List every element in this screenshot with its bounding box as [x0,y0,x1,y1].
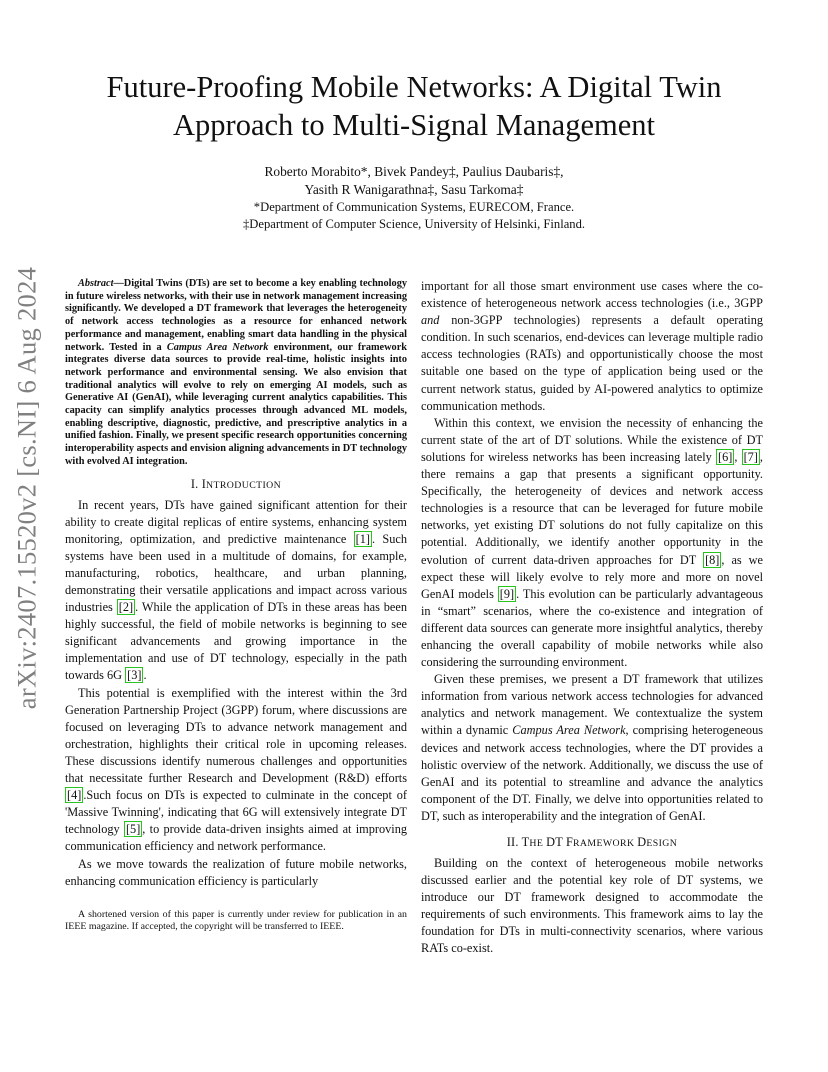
text-run: non-3GPP technologies) represents a default operating condition. In such scenarios, end-devices can leverage multiple radio access technologies (RATs) and opportunistically choose the most suitable one based on the type of application being used or the current network status, guided by AI-powered analytics to optimize communication methods. [421,313,763,413]
section2-paragraph-1: Building on the context of heterogeneous mobile networks discussed earlier and the potential key role of DT systems, we introduce our DT framework designed to accommodate the requirements of such environments. This framework aims to lay the foundation for DTs in multi-connectivity scenarios, where various RATs co-exist. [421,856,763,956]
affiliation-1: *Department of Communication Systems, EURECOM, France. [253,200,575,214]
emphasis: and [421,313,440,328]
section-title-rest: NTRODUCTION [205,479,282,491]
text-run: important for all those smart environment use cases where the co-existence of heterogeneous network access technologies (i.e., 3GPP [421,279,763,311]
text-run: This potential is exemplified with the interest within the 3rd Generation Partnership Project (3GPP) forum, where discussions are focused on leveraging DTs to advance network management and orchestration, highlights their critical role in upcoming releases. These discussions identify numerous challenges and opportunities that necessitate further Research and Development (R&D) efforts [65,685,407,786]
intro-paragraph-1 [65,497,407,685]
text-run: .Such focus on DTs is expected to culminate in the concept of 'Massive Twinning', indicating that 6G will extensively integrate DT technology [65,788,407,837]
arxiv-identifier-stamp [11,266,42,710]
citation-link[interactable]: [5] [125,822,141,837]
citation-link[interactable]: [3] [127,668,142,683]
text-run: . This evolution can be particularly advantageous in “smart” scenarios, where the co-existence and integration of different data sources can generate more insightful analytics, thereby enhancing the overall capability of mobile networks while also considering the surrounding environment. [421,586,763,670]
section-number: I. [190,476,202,491]
section-title-part: RAMEWORK [573,838,638,849]
text-run: . Such systems have been used in a multitude of domains, for example, manufacturing, robotics, healthcare, and urban planning, demonstrating their versatile applications and impact across various industries [65,531,407,615]
section-initial: I [201,476,206,491]
intro-paragraph-3: As we move towards the realization of future mobile networks, enhancing communication efficiency is particularly [65,856,407,888]
section-title-part: ESIGN [646,838,678,849]
text-run: , as we expect these will likely evolve to rely more and more on novel GenAI models [421,552,763,601]
abstract [65,278,407,469]
section-initial: T [521,835,530,849]
author-block [120,163,708,233]
citation-link[interactable]: [2] [118,600,134,615]
text-run: Within this context, we envision the necessity of enhancing the current state of the art of DT solutions. While the existence of DT solutions for wireless networks has been increasing lately [421,415,763,464]
citation-link[interactable]: [9] [499,586,515,601]
right-paragraph-1 [421,278,763,415]
right-paragraph-2 [421,415,763,671]
text-run: , there remains a gap that presents a significant opportunity. Specifically, the heterogeneity of devices and network access technologies is a resource that can be leveraged for future mobile networks, yet existing DT solutions do not fully capitalize on this potential. Additionally, we identify another opportunity in the evolution of current data-driven approaches for DT [421,449,763,567]
right-paragraph-3 [421,671,763,825]
emphasis: Campus Area Network [512,723,626,738]
arxiv-identifier: arXiv:2407.15520v2 [cs.NI] 6 Aug 2024 [11,266,42,710]
citation-link[interactable]: [7] [743,449,758,464]
affiliation-2: ‡Department of Computer Science, University of Helsinki, Finland. [242,217,586,231]
text-run: , to provide data-driven insights aimed at improving communication efficiency and network performance. [65,822,408,854]
citation-link[interactable]: [1] [355,531,370,546]
text-run: , comprising heterogeneous devices and network access technologies, where the DT provides a holistic overview of the network. Additionally, we discuss the use of GenAI and its potential to streamline and advance the analytics component of the DT. Finally, we delve into opportunities related to DT, such as interoperability and the integration of GenAI. [421,723,764,823]
section-heading-introduction [65,476,407,494]
text-run: In recent years, DTs have gained significant attention for their ability to create digital replicas of entire systems, enhancing system monitoring, optimization, and predictive maintenance [65,497,407,546]
left-column [65,278,407,934]
title-line-2: Approach to Multi-Signal Management [173,108,655,142]
citation-link[interactable]: [6] [717,449,733,464]
authors-line-1: Roberto Morabito*, Bivek Pandey‡, Paulius Daubaris‡, [264,164,564,179]
abstract-label: Abstract [78,278,114,289]
footnote: A shortened version of this paper is currently under review for publication in an IEEE magazine. If accepted, the copyright will be transferred to IEEE. [65,908,407,933]
section-title-part: DT F [546,835,573,849]
section-number: II. [506,835,522,849]
section-heading-dt-framework-design [421,834,763,852]
abstract-text-2: environment, our framework integrates diverse data sources to provide real-time, holistic insights into network performance and environmental sensing. We also envision that traditional analytics will evolve to rely on emerging AI models, such as Generative AI (GenAI), while leveraging current analytics capabilities. This capacity can simplify analytics processes through advanced ML models, enabling descriptive, diagnostic, predictive, and prescriptive analytics in a unified fashion. Finally, we present specific research opportunities concerning interoperability aspects and envision aligning advancements in DT technology with evolved AI integration. [65,341,407,467]
abstract-text-1: —Digital Twins (DTs) are set to become a key enabling technology in future wireless networks, with their use in network management increasing significantly. We developed a DT framework that leverages the heterogeneity of network access technologies as a resource for enhanced network performance and management, enabling smart data handling in the physical network. Tested in a [65,278,407,353]
right-column [421,278,763,958]
text-run: Given these premises, we present a DT framework that utilizes information from various network access technologies for advanced analytics and network management. We contextualize the system within a dynamic [421,672,763,738]
text-run: . [143,668,147,683]
citation-link[interactable]: [8] [705,552,720,567]
text-run: , [734,449,742,464]
intro-paragraph-2 [65,685,407,856]
authors-line-2: Yasith R Wanigarathna‡, Sasu Tarkoma‡ [304,182,524,197]
abstract-emphasis: Campus Area Network [166,341,269,353]
paper-title [60,68,768,144]
title-line-1: Future-Proofing Mobile Networks: A Digital Twin [106,70,722,104]
section-title-part: D [637,835,647,849]
citation-link[interactable]: [4] [67,788,82,803]
text-run: . While the application of DTs in these areas has been highly successful, the field of mobile networks is beginning to see significant advancements and growing importance in the implementation and use of DT technology, especially in the path towards 6G [65,600,407,683]
section-title-part: HE [529,838,547,849]
